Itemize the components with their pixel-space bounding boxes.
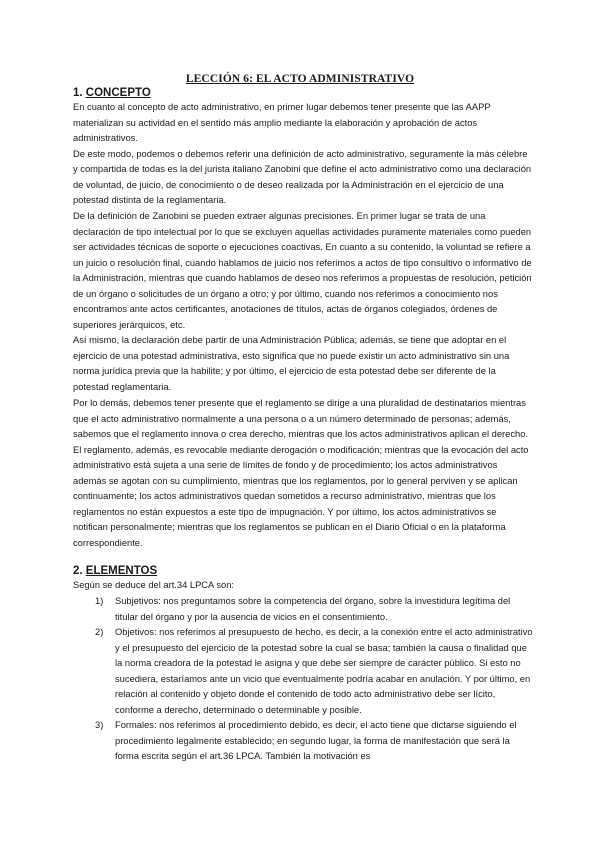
section-elementos-intro: Según se deduce del art.34 LPCA son: bbox=[73, 580, 235, 590]
paragraph: De este modo, podemos o debemos referir una definición de acto administrativo, seguramente la más célebre y compartida de todas es la del jurista italiano Zanobini que define el acto administrativo como una declaración de voluntad, de juicio, de conocimiento o de deseo realizada por la Administración en el ejercicio de una potestad distinta de la reglamentaria. bbox=[73, 148, 532, 205]
section-heading-elementos: 2. ELEMENTOS bbox=[73, 565, 158, 577]
paragraph: Por lo demás, debemos tener presente que el reglamento se dirige a una pluralidad de destinatarios mientras que el acto administrativo normalmente a una persona o a un número determinado de personas; además, sabemos que el reglamento innova o crea derecho, mientras que los actos administrativos aplican el derecho. bbox=[73, 398, 528, 439]
paragraph: El reglamento, además, es revocable mediante derogación o modificación; mientras que la evocación del acto administrativo está sujeta a una serie de límites de fondo y de procedimiento; los actos administrativos además se agotan con su cumplimiento, mientras que los reglamentos, por lo general perviven y se aplican continuamente; los actos administrativos quedan sometidos a recurso administrativo, mientras que los reglamentos no están expuestos a este tipo de impugnación. Y por último, los actos administrativos se notifican personalmente; mientras que los reglamentos se publican en el Diario Oficial o en la plataforma correspondiente. bbox=[73, 444, 529, 548]
list-item: 1) Subjetivos: nos preguntamos sobre la competencia del órgano, sobre la investidura legítima del titular del órgano y por la ausencia de vicios en el consentimiento. bbox=[95, 596, 511, 622]
section-heading-concepto: 1. CONCEPTO bbox=[73, 87, 151, 99]
paragraph: Así mismo, la declaración debe partir de una Administración Pública; además, se tiene que adoptar en el ejercicio de una potestad administrativa, esto significa que no puede existir un acto administrativo sin una norma jurídica previa que la habilite; y por último, el ejercicio de esta potestad debe ser diferente de la potestad reglamentaria. bbox=[73, 335, 510, 392]
elements-list bbox=[95, 594, 535, 765]
section-concepto-text-b bbox=[73, 209, 533, 395]
paragraph: De la definición de Zanobini se pueden extraer algunas precisiones. En primer lugar se trata de una declaración de tipo intelectual por lo que se excluyen aquellas actividades puramente materiales como pueden ser actividades técnicas de soporte o ejecuciones coactivas. En cuanto a su contenido, la voluntad se refiere a un juicio o resolución final, cuando hablamos de juicio nos referimos a actos de tipo consultivo o informativo de la Administración, mientras que cuando hablamos de deseo nos referimos a propuestas de resolución, petición de un órgano o solicitudes de un órgano a otro; y por último, cuando nos referimos a conocimiento nos encontramos ante actos certificantes, anotaciones de títulos, actas de órganos colegiados, órdenes de superiores jerárquicos, etc. bbox=[73, 211, 532, 330]
document-title: LECCIÓN 6: EL ACTO ADMINISTRATIVO bbox=[185, 73, 415, 85]
section-concepto-text-c bbox=[73, 396, 533, 551]
paragraph: En cuanto al concepto de acto administrativo, en primer lugar debemos tener presente que las AAPP materializan su actividad en el sentido más amplio mediante la elaboración y aprobación de actos administrativos. bbox=[73, 102, 491, 143]
section-concepto-text-a bbox=[73, 100, 533, 209]
list-item: 2) Objetivos: nos referimos al presupuesto de hecho, es decir, a la conexión entre el acto administrativo y el presupuesto del ejercicio de la potestad sobre la cual se basa; también la causa o finalidad que la norma creadora de la potestad le asigna y que debe ser siempre de carácter público. Si esto no sucediera, estaríamos ante un vicio que eventualmente podría acabar en anulación. Y por último, en relación al contenido y objeto donde el contenido de todo acto administrativo debe ser lícito, conforme a derecho, determinado o determinable y posible. bbox=[95, 627, 533, 715]
list-item: 3) Formales: nos referimos al procedimiento debido, es decir, el acto tiene que dictarse siguiendo el procedimiento legalmente establecido; en segundo lugar, la forma de manifestación que será la forma escrita según el art.36 LPCA. También la motivación es bbox=[95, 720, 517, 761]
